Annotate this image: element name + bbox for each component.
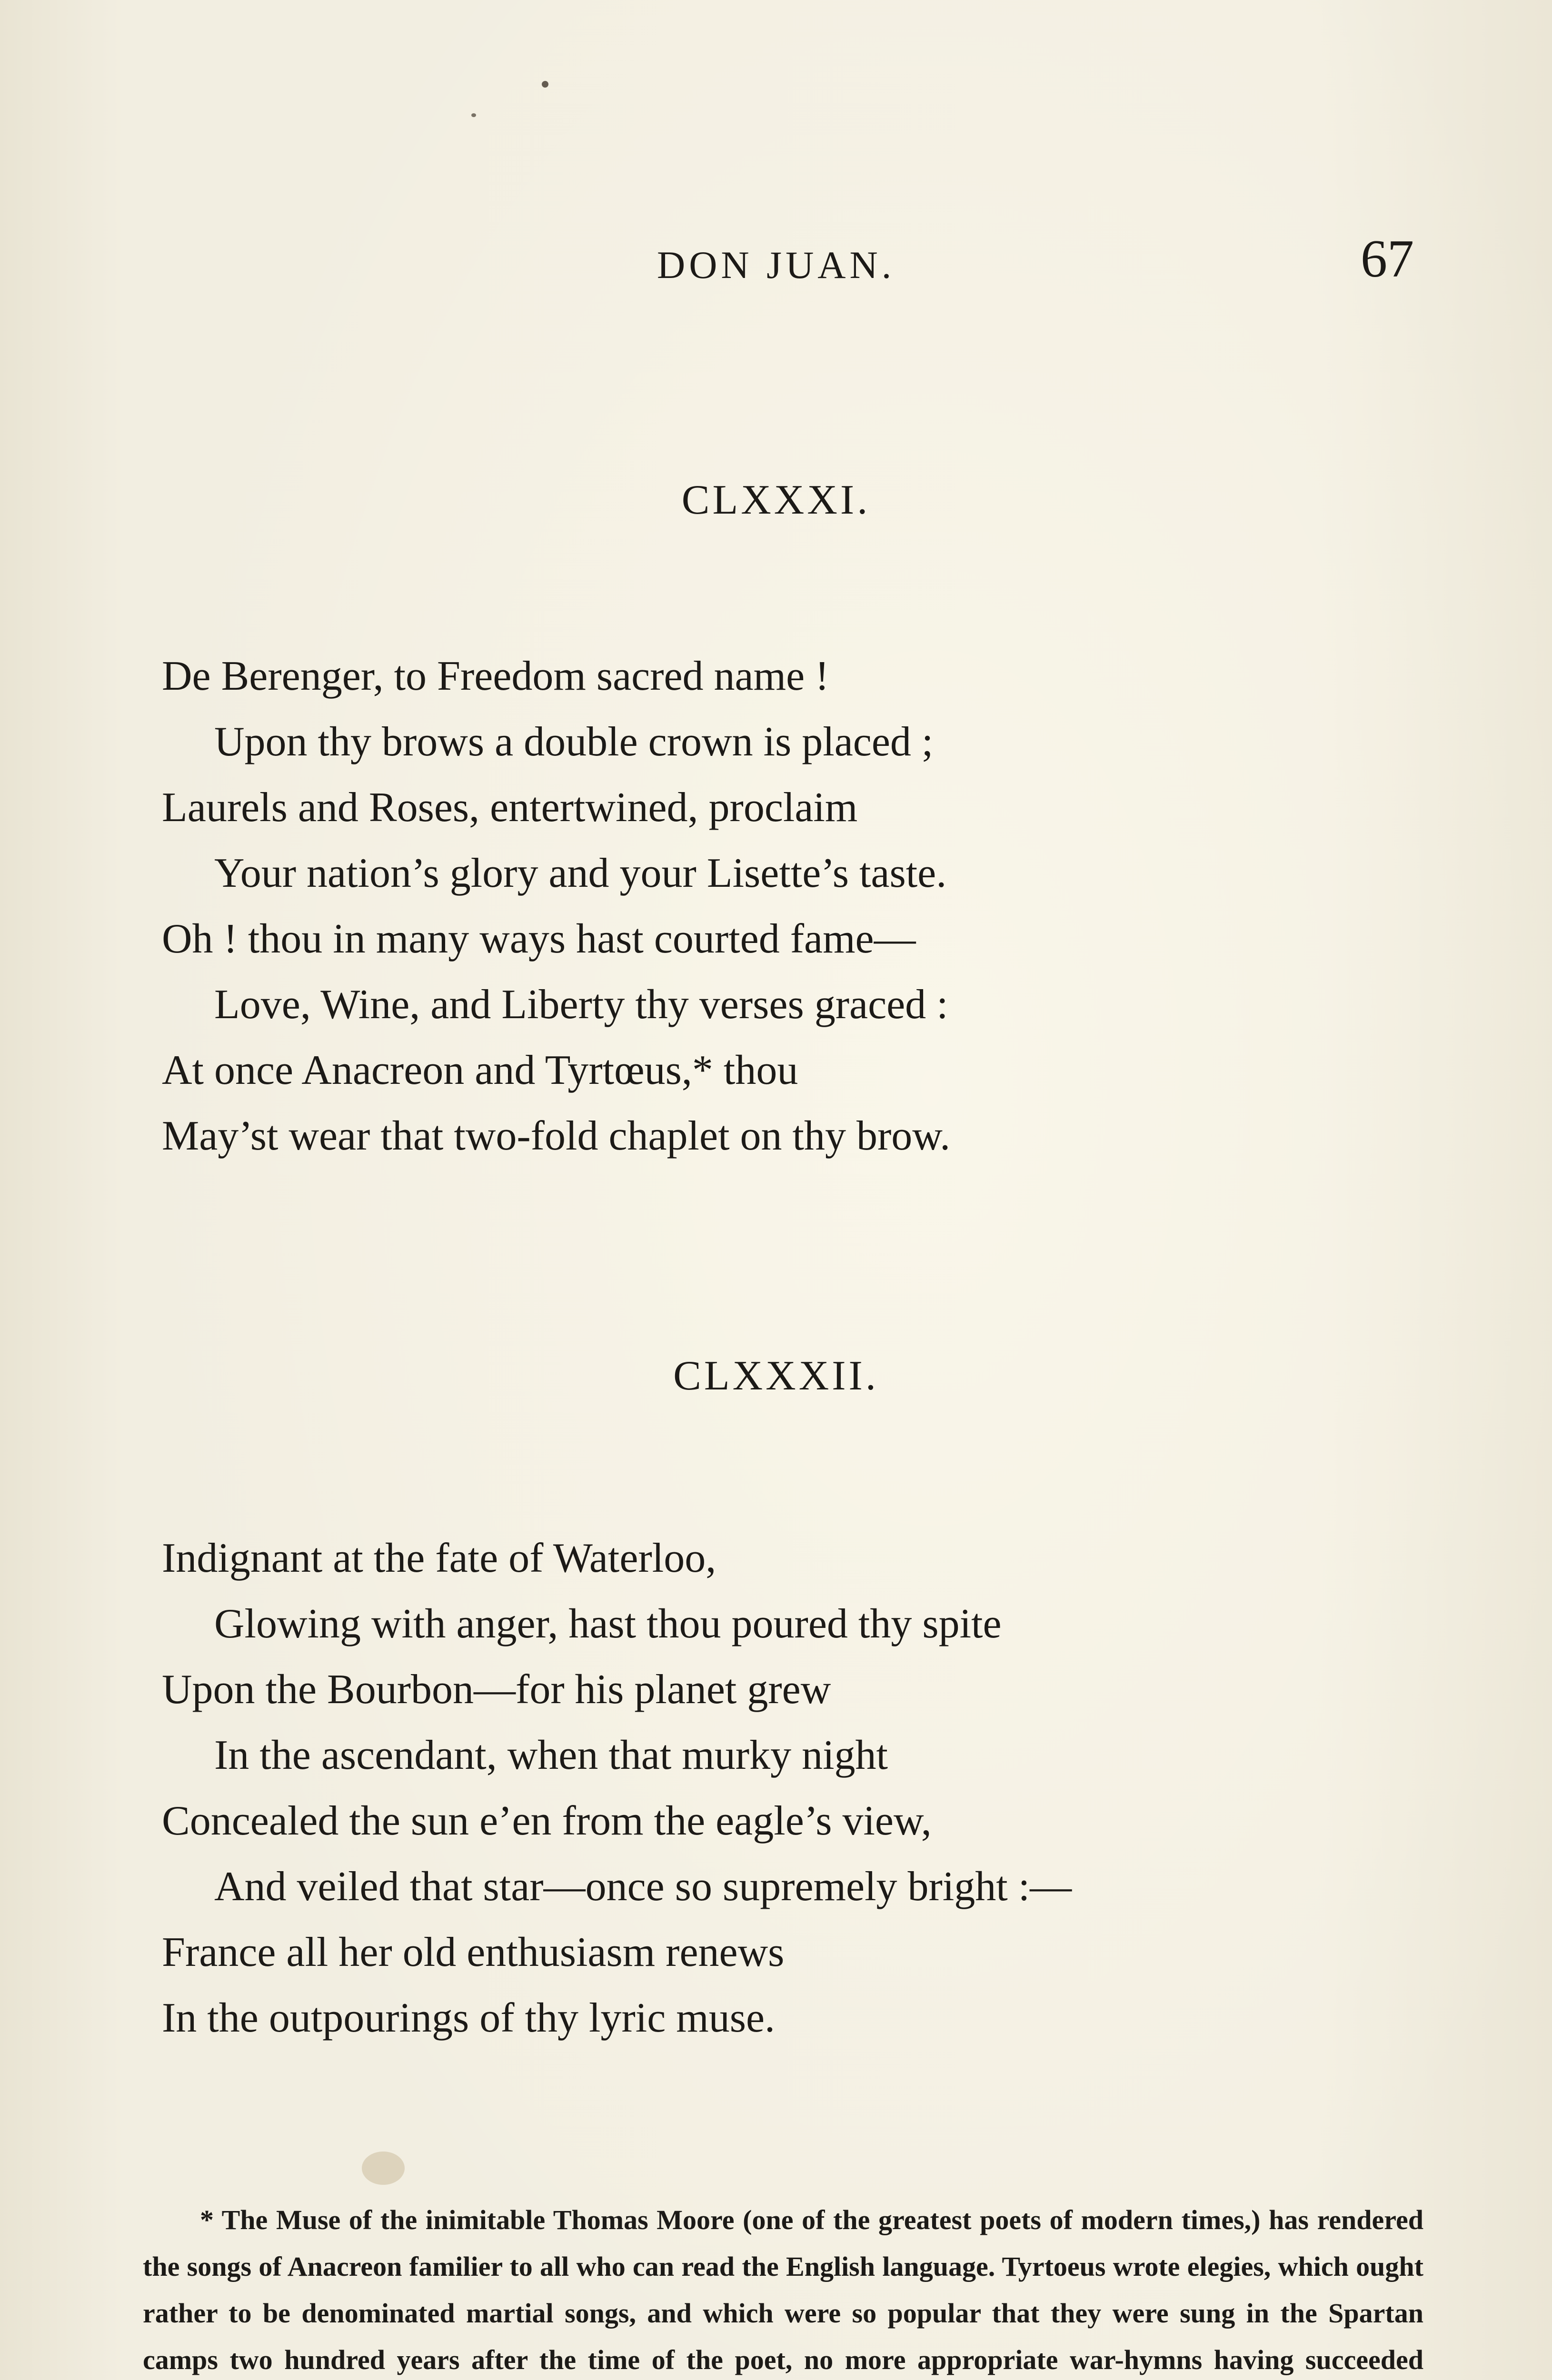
verse-line: May’st wear that two-fold chaplet on thy brow.	[162, 1113, 951, 1159]
verse-line: Oh ! thou in many ways hast courted fame—	[162, 916, 916, 962]
stanza-clxxxii	[162, 1526, 1400, 2051]
verse-line: Upon thy brows a double crown is placed ;	[214, 719, 934, 765]
verse-line: Your nation’s glory and your Lisette’s taste.	[214, 850, 947, 896]
verse-line: France all her old enthusiasm renews	[162, 1929, 785, 1975]
verse-line: And veiled that star—once so supremely bright :—	[214, 1864, 1072, 1910]
verse-line: At once Anacreon and Tyrtœus,* thou	[162, 1047, 798, 1093]
paper-speck	[542, 81, 548, 88]
stanza-numeral: CLXXXII.	[673, 1353, 879, 1399]
running-title: DON JUAN.	[657, 243, 895, 287]
stanza-numeral: CLXXXI.	[681, 477, 871, 523]
footnote: * The Muse of the inimitable Thomas Moore (one of the greatest poets of modern times,) has rendered the songs of Anacreon familier to all who can read the English language. Tyrtoeus wrote elegies, which ought rather to be denominated martial songs, and which were so popular that they were sung in the Spartan camps two hundred years after the time of the poet, no more appropriate war-hymns having succeeded	[143, 2204, 1423, 2375]
verse-line: De Berenger, to Freedom sacred name !	[162, 653, 829, 699]
paper-speck	[471, 113, 476, 117]
verse-line: Indignant at the fate of Waterloo,	[162, 1535, 716, 1581]
running-header	[0, 228, 1552, 305]
verse-line: In the outpourings of thy lyric muse.	[162, 1995, 776, 2041]
verse-line: Glowing with anger, hast thou poured thy spite	[214, 1601, 1002, 1647]
paper-stain	[362, 2152, 405, 2185]
stanza-clxxxi	[162, 644, 1400, 1169]
page-number: 67	[1361, 229, 1414, 288]
verse-line: Upon the Bourbon—for his planet grew	[162, 1666, 831, 1713]
verse-line: In the ascendant, when that murky night	[214, 1732, 888, 1778]
verse-line: Laurels and Roses, entertwined, proclaim	[162, 784, 858, 831]
verse-line: Love, Wine, and Liberty thy verses graced :	[214, 982, 948, 1028]
verse-line: Concealed the sun e’en from the eagle’s view,	[162, 1798, 932, 1844]
